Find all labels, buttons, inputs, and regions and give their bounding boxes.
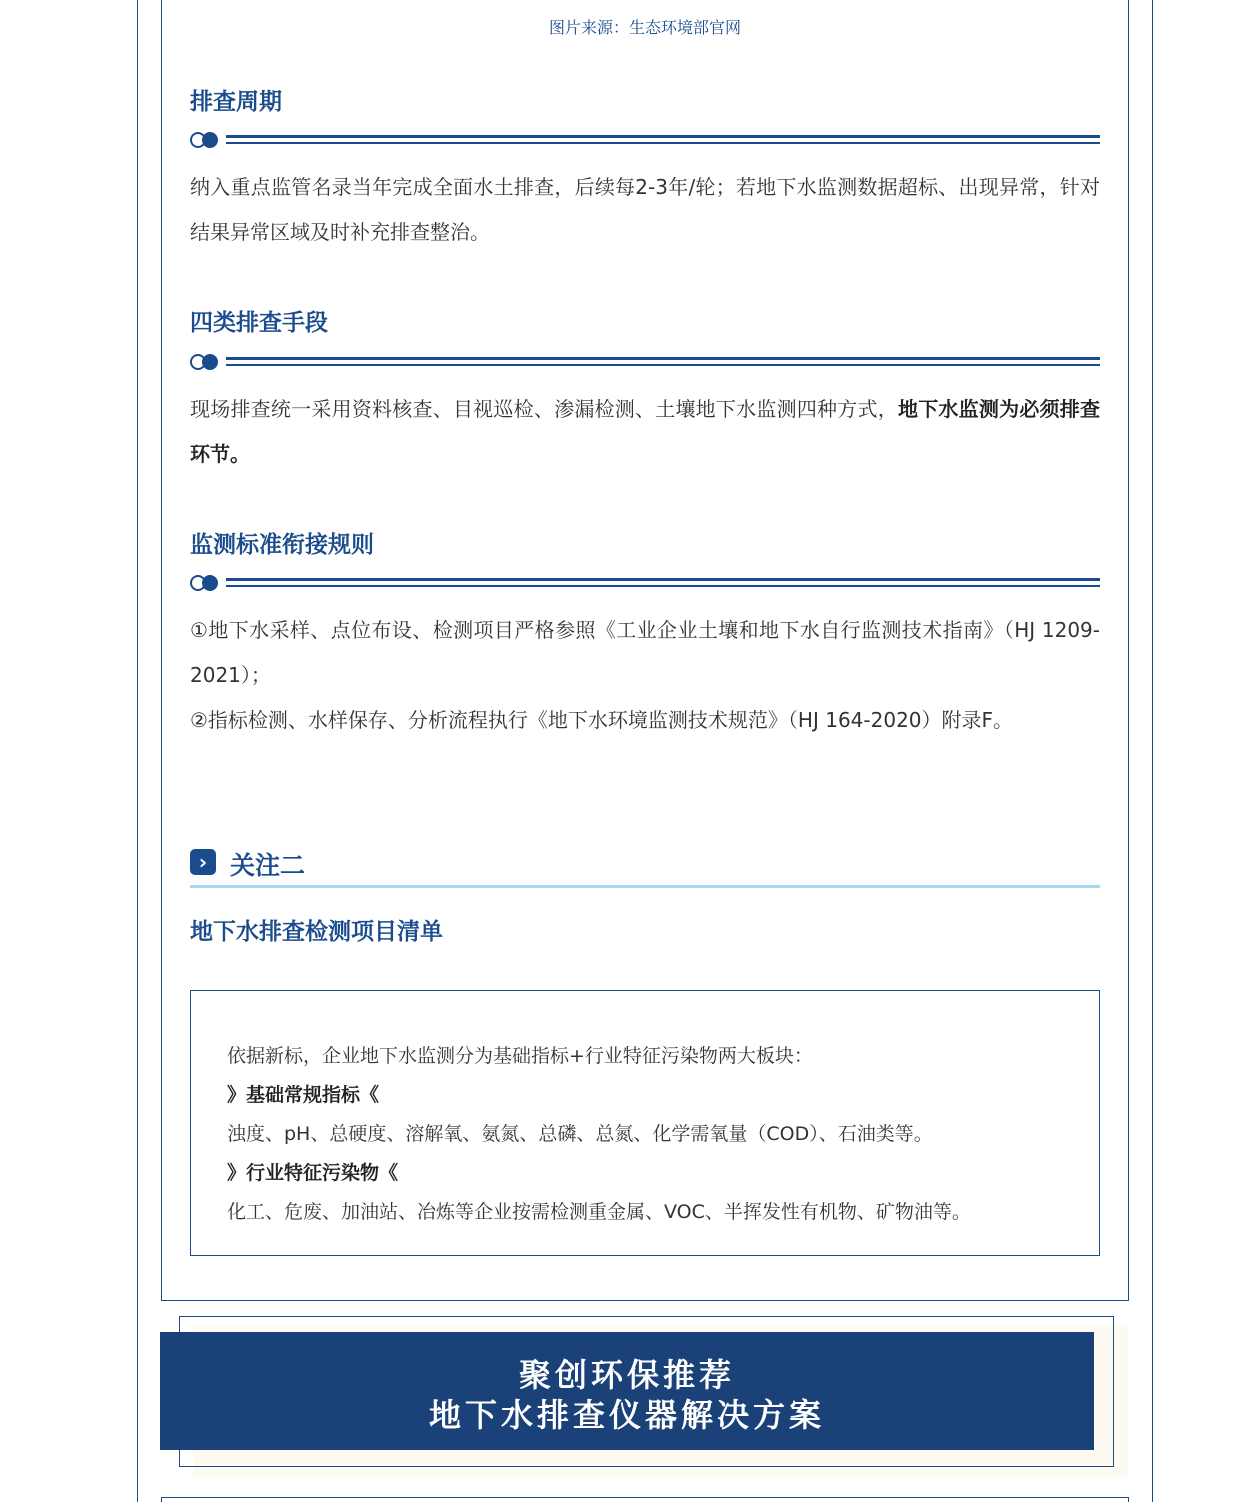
section-divider: [190, 130, 1100, 150]
section-divider: [190, 573, 1100, 593]
info-industry-items: 化工、危废、加油站、冶炼等企业按需检测重金属、VOC、半挥发性有机物、矿物油等。: [227, 1201, 971, 1223]
banner-line-1: 聚创环保推荐: [518, 1356, 735, 1394]
indicator-info-box: [190, 990, 1100, 1256]
focus-subtitle: 地下水排查检测项目清单: [190, 919, 443, 945]
banner-line-2: 地下水排查仪器解决方案: [428, 1396, 825, 1434]
next-card-edge: [161, 1497, 1129, 1502]
section-title-cycle: 排查周期: [190, 89, 282, 115]
info-intro: 依据新标，企业地下水监测分为基础指标+行业特征污染物两大板块：: [227, 1045, 813, 1067]
section-body-methods: [190, 387, 1100, 477]
focus-heading: [190, 846, 1100, 890]
methods-text: 现场排查统一采用资料核查、目视巡检、渗漏检测、土壤地下水监测四种方式，: [190, 397, 898, 421]
chevron-right-icon: ›: [190, 849, 216, 875]
info-basic-items: 浊度、pH、总硬度、溶解氧、氨氮、总磷、总氮、化学需氧量（COD）、石油类等。: [227, 1123, 933, 1145]
focus-label: 关注二: [230, 851, 306, 880]
section-title-standards: 监测标准衔接规则: [190, 532, 374, 558]
divider-dot-icon: [202, 132, 218, 148]
standards-rule-2: ②指标检测、水样保存、分析流程执行《地下水环境监测技术规范》（HJ 164-2020）附录F。: [190, 708, 1014, 732]
recommendation-banner: [160, 1332, 1094, 1450]
page-border-left: [137, 0, 138, 1502]
image-caption: 图片来源：生态环境部官网: [548, 18, 741, 37]
info-basic-title: 》基础常规指标《: [227, 1084, 380, 1106]
divider-dot-icon: [202, 354, 218, 370]
methods-emphasis: 地下水监测为必须排查环节。: [190, 397, 1101, 466]
divider-dot-icon: [202, 575, 218, 591]
standards-rule-1: ①地下水采样、点位布设、检测项目严格参照《工业企业土壤和地下水自行监测技术指南》（HJ 1209-2021）；: [190, 618, 1100, 687]
section-title-methods: 四类排查手段: [190, 310, 328, 336]
section-body-cycle: 纳入重点监管名录当年完成全面水土排查，后续每2-3年/轮；若地下水监测数据超标、出现异常，针对结果异常区域及时补充排查整治。: [190, 175, 1100, 244]
section-divider: [190, 352, 1100, 372]
page-border-right: [1152, 0, 1153, 1502]
focus-underline: [190, 885, 1100, 888]
info-industry-title: 》行业特征污染物《: [227, 1162, 399, 1184]
